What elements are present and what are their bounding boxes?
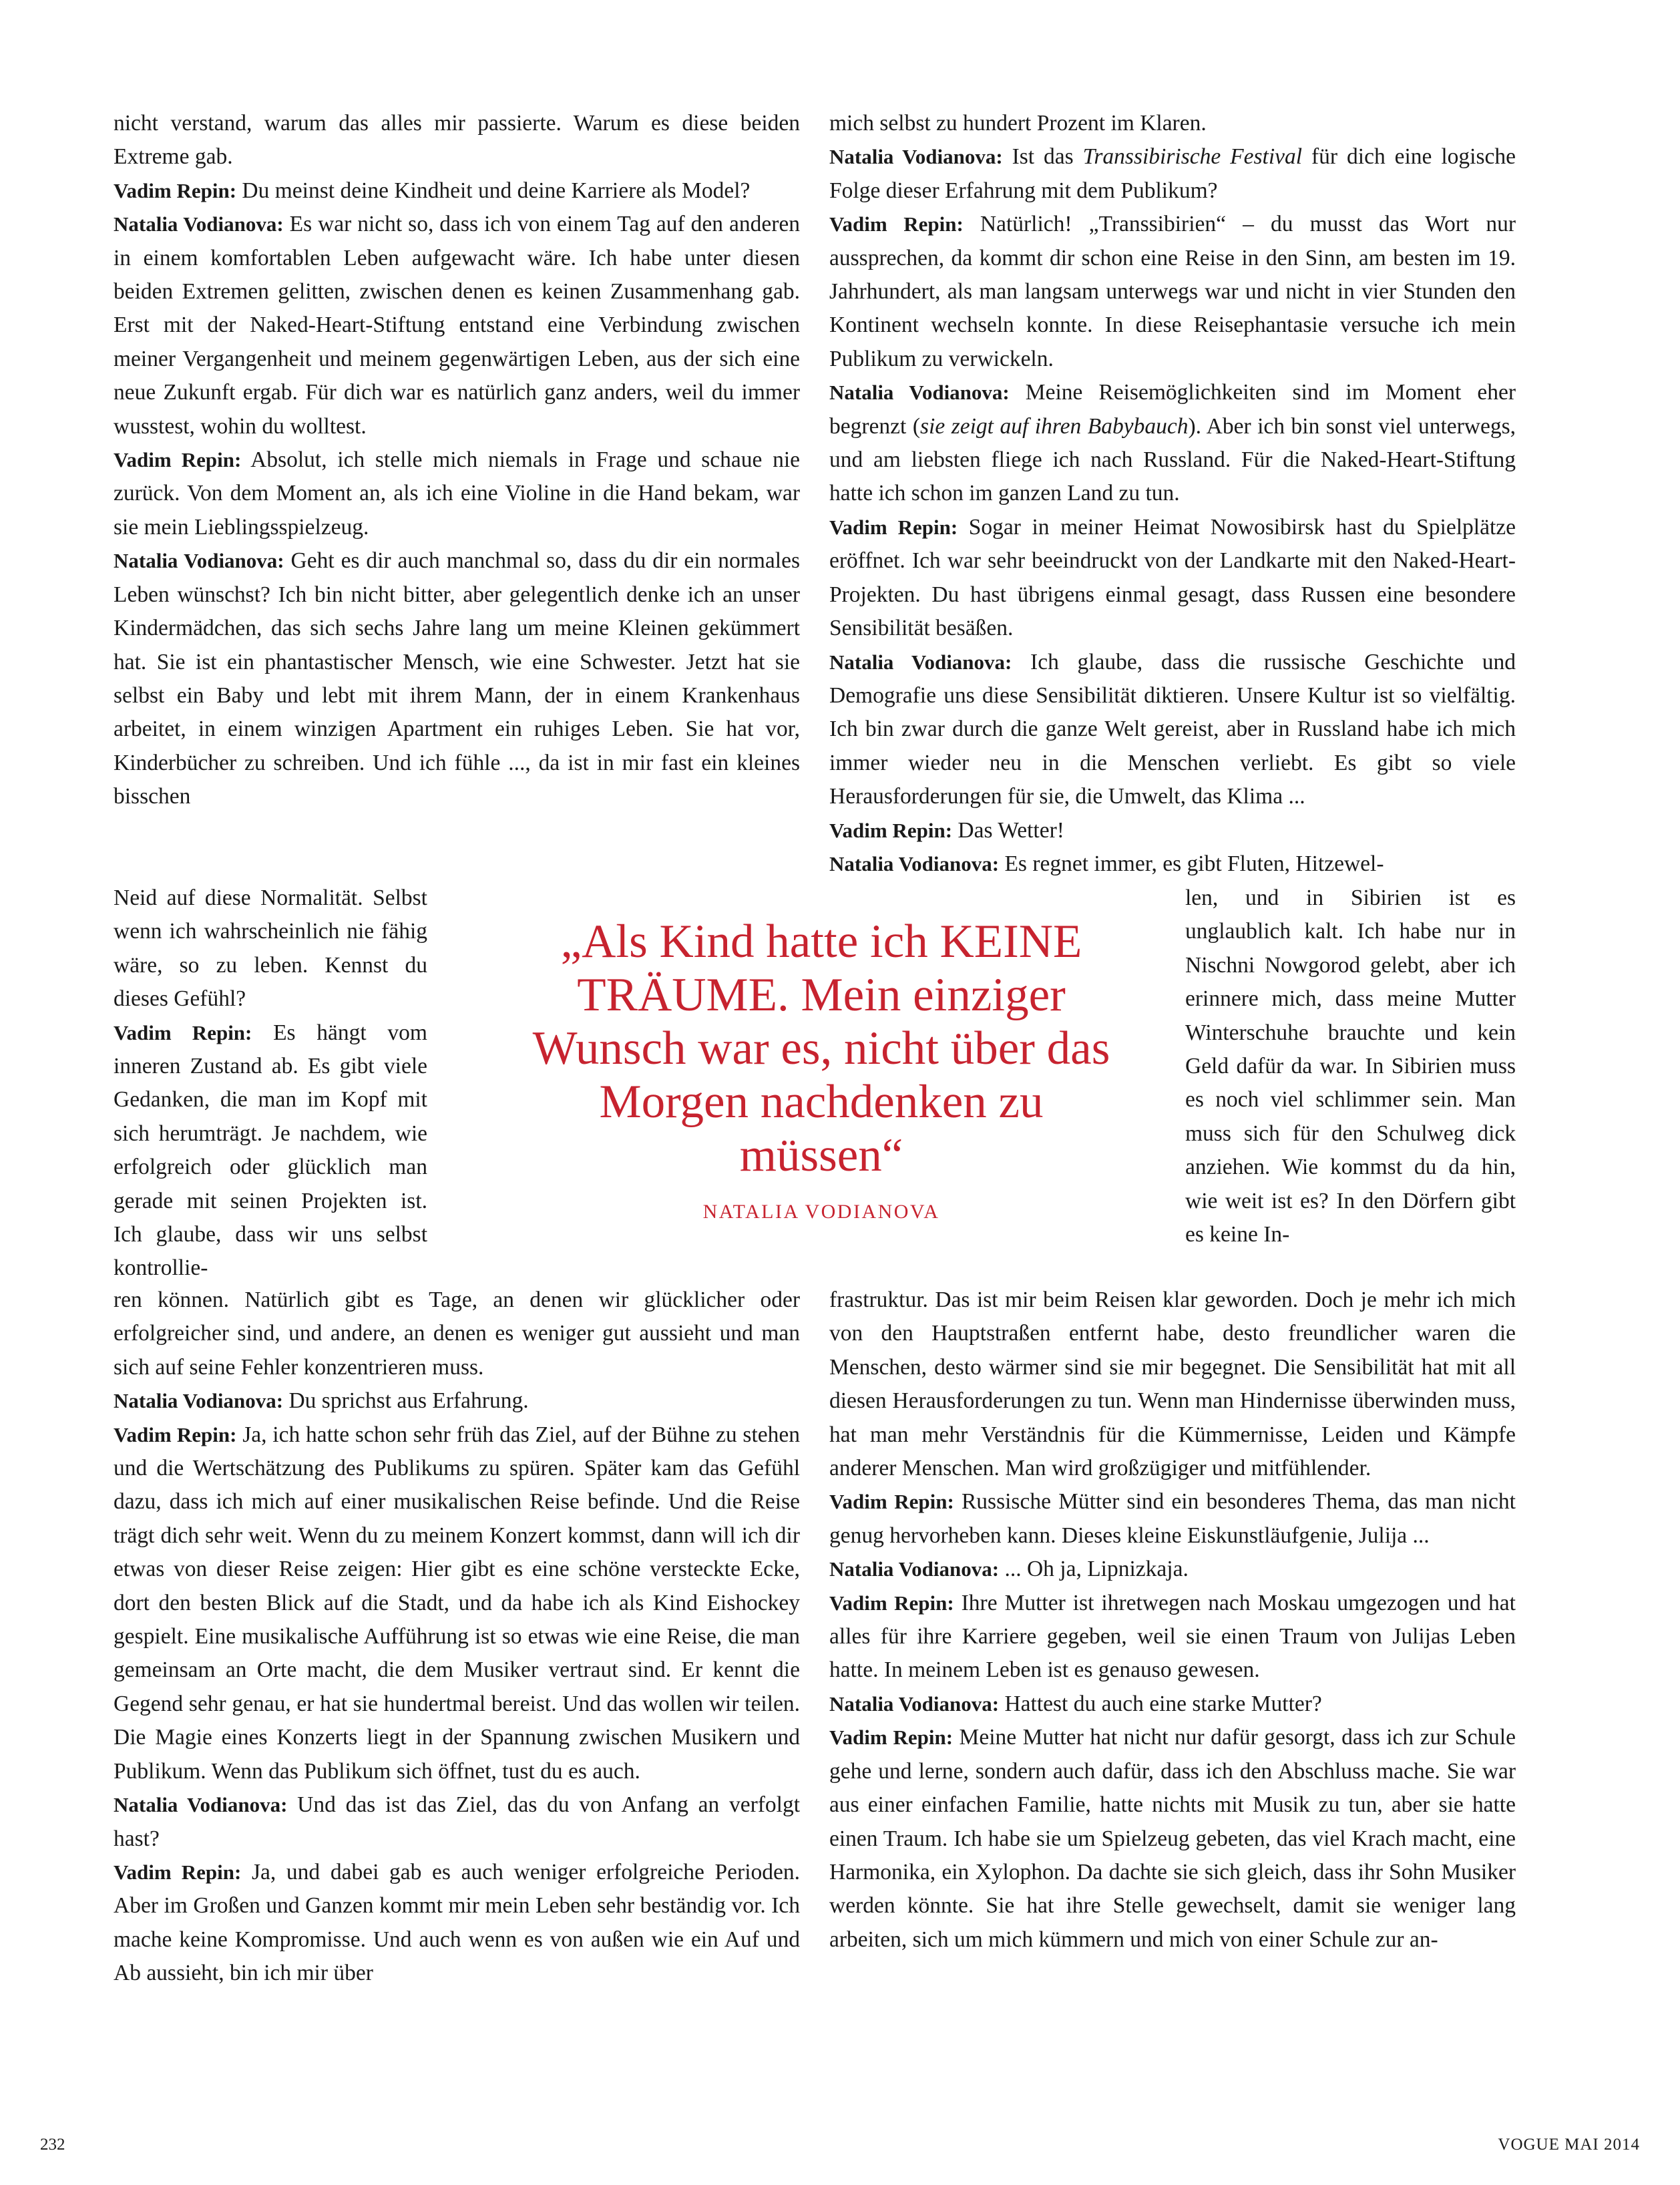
paragraph-continuation bbox=[1185, 881, 1516, 1251]
right-column-bottom bbox=[829, 1283, 1516, 1957]
page-number: 232 bbox=[40, 2136, 65, 2154]
interview-turn bbox=[829, 208, 1516, 376]
interview-turn bbox=[829, 1721, 1516, 1957]
interview-turn bbox=[829, 1687, 1516, 1721]
pull-quote-attribution: NATALIA VODIANOVA bbox=[702, 1201, 940, 1223]
paragraph-continuation bbox=[114, 1283, 800, 1384]
interview-turn bbox=[114, 1418, 800, 1788]
turn-text: Ist das bbox=[1002, 144, 1083, 170]
turn-text: ... Oh ja, Lipnizkaja. bbox=[999, 1557, 1189, 1582]
pull-quote-text: „Als Kind hatte ich KEINE TRÄUME. Mein einziger Wunsch war es, nicht über das Morgen nachdenken zu müssen“ bbox=[532, 916, 1110, 1181]
speaker-name: Vadim Repin: bbox=[114, 1020, 252, 1044]
turn-text: Es war nicht so, dass ich von einem Tag auf den anderen in einem komfortablen Leben aufgewacht wäre. Ich habe unter diesen beiden Extremen gelitten, zwischen denen es keinen Zusammenhang gab. Erst mit der Naked-Heart-Stiftung entstand eine Verbindung zwischen meiner Vergangenheit und meinem gegenwärtigen Leben, aus der sich eine neue Zukunft ergab. Für dich war es natürlich ganz anders, weil du immer wusstest, wohin du wolltest. bbox=[114, 212, 800, 439]
turn-text: Das Wetter! bbox=[952, 817, 1064, 843]
speaker-name: Vadim Repin: bbox=[114, 178, 237, 202]
interview-turn bbox=[829, 1485, 1516, 1553]
left-column-top bbox=[114, 107, 800, 814]
turn-text: Geht es dir auch manchmal so, dass du dir ein normales Leben wünschst? Ich bin nicht bitter, aber gelegentlich denke ich an unser Kindermädchen, das sich sechs Jahre lang um meine Kleinen gekümmert hat. Sie ist ein phantastischer Mensch, wie eine Schwester. Jetzt hat sie selbst ein Baby und lebt mit ihrem Mann, der in einem Krankenhaus arbeitet, in einem winzigen Apartment ein ruhiges Leben. Sie hat vor, Kinderbücher zu schreiben. Und ich fühle ..., da ist in mir fast ein kleines bisschen bbox=[114, 548, 801, 809]
speaker-name: Vadim Repin: bbox=[829, 818, 953, 842]
speaker-name: Vadim Repin: bbox=[114, 448, 242, 472]
interview-turn bbox=[829, 814, 1516, 847]
interview-turn bbox=[829, 1553, 1516, 1586]
paragraph-continuation bbox=[829, 1283, 1516, 1485]
speaker-name: Natalia Vodianova: bbox=[114, 549, 284, 573]
speaker-name: Vadim Repin: bbox=[829, 515, 958, 539]
turn-text: mich selbst zu hundert Prozent im Klaren. bbox=[829, 111, 1207, 136]
turn-text: Neid auf diese Normalität. Selbst wenn ich wahrscheinlich nie fähig wäre, so zu leben. Kennst du dieses Gefühl? bbox=[114, 885, 427, 1012]
interview-turn bbox=[829, 646, 1516, 814]
interview-turn bbox=[114, 1788, 800, 1856]
turn-text: Du meinst deine Kindheit und deine Karriere als Model? bbox=[236, 178, 751, 203]
right-column-narrow bbox=[1185, 881, 1516, 1251]
italic-text: sie zeigt auf ihren Babybauch bbox=[919, 413, 1189, 439]
turn-text-tail: ). Aber ich bin sonst viel unterwegs, und am liebsten fliege ich nach Russland. Für die Naked-Heart-Stiftung hatte ich schon im ganzen Land zu tun. bbox=[829, 413, 1516, 506]
left-column-bottom bbox=[114, 1283, 800, 1991]
left-column-narrow bbox=[114, 881, 427, 1285]
turn-text: Ihre Mutter ist ihretwegen nach Moskau umgezogen und hat alles für ihre Karriere gegeben, weil sie einen Traum von Julijas Leben hatte. In meinem Leben ist es genauso gewesen. bbox=[829, 1590, 1516, 1683]
speaker-name: Natalia Vodianova: bbox=[829, 1692, 1000, 1716]
interview-turn bbox=[114, 1384, 800, 1418]
interview-turn bbox=[114, 443, 800, 544]
interview-turn bbox=[114, 174, 800, 208]
speaker-name: Natalia Vodianova: bbox=[829, 145, 1003, 169]
speaker-name: Natalia Vodianova: bbox=[114, 212, 284, 236]
paragraph-continuation bbox=[114, 881, 427, 1016]
speaker-name: Natalia Vodianova: bbox=[829, 1557, 1000, 1581]
speaker-name: Vadim Repin: bbox=[829, 1591, 954, 1615]
turn-text: Du sprichst aus Erfahrung. bbox=[283, 1388, 529, 1414]
speaker-name: Natalia Vodianova: bbox=[114, 1793, 288, 1817]
turn-text: len, und in Sibirien ist es unglaublich kalt. Ich habe nur in Nischni Nowgorod gelebt, aber ich erinnere mich, dass meine Mutter Winterschuhe brauchte und kein Geld dafür da war. In Sibirien muss es noch viel schlimmer sein. Man muss sich für den Schulweg dick anziehen. Wie kommst du da hin, wie weit ist es? In den Dörfern gibt es keine In- bbox=[1185, 885, 1516, 1247]
speaker-name: Vadim Repin: bbox=[114, 1422, 237, 1446]
interview-turn bbox=[829, 847, 1516, 881]
turn-text: Es hängt vom inneren Zustand ab. Es gibt viele Gedanken, die man im Kopf mit sich herumträgt. Je nachdem, wie erfolgreich oder glücklich man gerade mit seinen Projekten ist. Ich glaube, dass wir uns selbst kontrollie- bbox=[114, 1020, 427, 1281]
paragraph-continuation bbox=[829, 107, 1516, 140]
turn-text: Ja, ich hatte schon sehr früh das Ziel, auf der Bühne zu stehen und die Wertschätzung des Publikums zu spüren. Später kam das Gefühl dazu, dass ich mich auf einer musikalischen Reise befinde. Und die Reise trägt dich sehr weit. Wenn du zu meinem Konzert kommst, dann will ich dir etwas von dieser Reise zeigen: Hier gibt es eine schöne versteckte Ecke, dort den besten Blick auf die Stadt, und da habe ich als Kind Eishockey gespielt. Eine musikalische Aufführung ist so etwas wie eine Reise, die man gemeinsam an Orte macht, die dem Musiker vertraut sind. Er kennt die Gegend sehr genau, er hat sie hundertmal bereist. Und das wollen wir teilen. Die Magie eines Konzerts liegt in der Spannung zwischen Musikern und Publikum. Wenn das Publikum sich öffnet, tust du es auch. bbox=[114, 1422, 800, 1784]
speaker-name: Natalia Vodianova: bbox=[829, 650, 1012, 674]
turn-text: Ich glaube, dass die russische Geschichte und Demografie uns diese Sensibilität diktieren. Unsere Kultur ist so vielfältig. Ich bin zwar durch die ganze Welt gereist, aber in Russland habe ich mich immer wieder neu in die Menschen verliebt. Es gibt so viele Herausforderungen für sie, die Umwelt, das Klima ... bbox=[829, 649, 1516, 809]
italic-text: Transsibirische Festival bbox=[1082, 144, 1303, 170]
interview-turn bbox=[829, 376, 1516, 511]
turn-text: Meine Mutter hat nicht nur dafür gesorgt, dass ich zur Schule gehe und lerne, sondern auch dafür, dass ich den Abschluss mache. Sie war aus einer einfachen Familie, hatte nichts mit Musik zu tun, aber sie hatte einen Traum. Ich habe sie um Spielzeug gebeten, das viel Krach macht, eine Harmonika, ein Xylophon. Da dachte sie sich gleich, dass ihr Sohn Musiker werden könnte. Sie hat ihre Stelle gewechselt, damit sie weniger lang arbeiten, sich um mich kümmern und mich von einer Schule zur an- bbox=[829, 1725, 1516, 1952]
turn-text: Absolut, ich stelle mich niemals in Frage und schaue nie zurück. Von dem Moment an, als ich eine Violine in die Hand bekam, war sie mein Lieblingsspielzeug. bbox=[114, 447, 800, 540]
speaker-name: Natalia Vodianova: bbox=[829, 851, 1000, 875]
speaker-name: Vadim Repin: bbox=[829, 1726, 954, 1750]
interview-turn bbox=[114, 1016, 427, 1285]
paragraph-continuation bbox=[114, 107, 800, 174]
speaker-name: Vadim Repin: bbox=[829, 1490, 954, 1514]
turn-text: Es regnet immer, es gibt Fluten, Hitzewel- bbox=[999, 851, 1384, 876]
turn-text: Russische Mütter sind ein besonderes Thema, das man nicht genug hervorheben kann. Dieses kleine Eiskunstläufgenie, Julija ... bbox=[829, 1489, 1516, 1548]
turn-text: nicht verstand, warum das alles mir passierte. Warum es diese beiden Extreme gab. bbox=[114, 111, 800, 170]
turn-text: Und das ist das Ziel, das du von Anfang an verfolgt hast? bbox=[114, 1792, 800, 1851]
interview-turn bbox=[114, 208, 800, 443]
magazine-issue: VOGUE MAI 2014 bbox=[1498, 2136, 1640, 2154]
right-column-top bbox=[829, 107, 1516, 881]
interview-turn bbox=[829, 511, 1516, 646]
turn-text: Ja, und dabei gab es auch weniger erfolgreiche Perioden. Aber im Großen und Ganzen kommt mir mein Leben sehr beständig vor. Ich mache keine Kompromisse. Und auch wenn es von außen wie ein Auf und Ab aussieht, bin ich mir über bbox=[114, 1859, 800, 1986]
turn-text: Hattest du auch eine starke Mutter? bbox=[999, 1691, 1322, 1716]
turn-text: Meine Reisemöglichkeiten sind im Moment eher begrenzt ( bbox=[829, 380, 1516, 439]
turn-text-tail: für dich eine logische Folge dieser Erfahrung mit dem Publikum? bbox=[829, 144, 1516, 203]
interview-turn bbox=[114, 1856, 800, 1991]
turn-text: frastruktur. Das ist mir beim Reisen klar geworden. Doch je mehr ich mich von den Hauptstraßen entfernt habe, desto freundlicher waren die Menschen, desto wärmer sind sie mir begegnet. Die Sensibilität hat mit all diesen Herausforderungen zu tun. Wenn man Hindernisse überwinden muss, hat man mehr Verständnis für die Kümmernisse, Leiden und Kämpfe anderer Menschen. Man wird großzügiger und mitfühlender. bbox=[829, 1287, 1516, 1481]
speaker-name: Vadim Repin: bbox=[829, 212, 964, 236]
interview-turn bbox=[114, 544, 800, 813]
speaker-name: Natalia Vodianova: bbox=[829, 381, 1010, 405]
turn-text: Natürlich! „Transsibirien“ – du musst das Wort nur aussprechen, da kommt dir schon eine Reise in den Sinn, am besten im 19. Jahrhundert, als man langsam unterwegs war und nicht in vier Stunden den Kontinent wechseln konnte. In diese Reisephantasie versuche ich mein Publikum zu verwickeln. bbox=[829, 212, 1516, 371]
interview-turn bbox=[829, 140, 1516, 208]
turn-text: Sogar in meiner Heimat Nowosibirsk hast du Spielplätze eröffnet. Ich war sehr beeindruckt von der Landkarte mit den Naked-Heart-Projekten. Du hast übrigens einmal gesagt, dass Russen eine besondere Sensibilität besäßen. bbox=[829, 514, 1516, 641]
speaker-name: Natalia Vodianova: bbox=[114, 1389, 284, 1413]
interview-turn bbox=[829, 1587, 1516, 1687]
turn-text: ren können. Natürlich gibt es Tage, an denen wir glücklicher oder erfolgreicher sind, und andere, an denen es weniger gut aussieht und man sich auf seine Fehler konzentrieren muss. bbox=[114, 1287, 800, 1380]
speaker-name: Vadim Repin: bbox=[114, 1860, 242, 1884]
pull-quote bbox=[528, 915, 1115, 1223]
